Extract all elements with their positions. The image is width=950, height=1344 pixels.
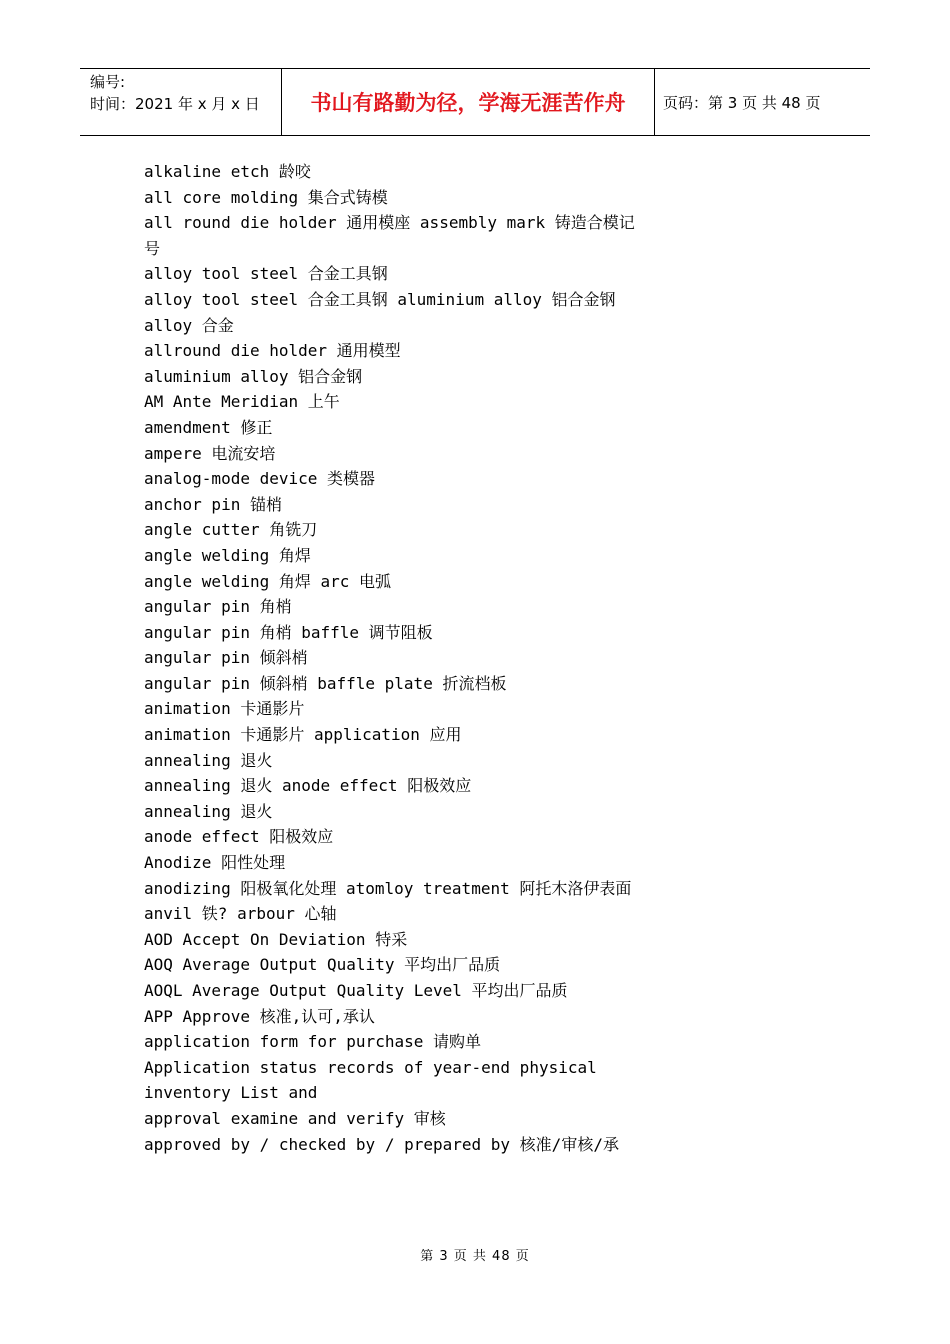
glossary-entry: Application status records of year-end physical inventory List and: [144, 1057, 607, 1103]
glossary-entry: angular pin 倾斜梢 baffle plate 折流档板: [144, 673, 507, 693]
glossary-entry: animation 卡通影片 application 应用: [144, 725, 462, 745]
glossary-entry: angle welding 角焊: [144, 545, 311, 565]
glossary-entry: angle cutter 角铣刀: [144, 520, 318, 540]
glossary-entry: AOQ Average Output Quality 平均出厂品质: [144, 955, 501, 975]
glossary-entry: all round die holder 通用模座 assembly mark 铸造合模记号: [144, 213, 635, 258]
glossary-entry: alloy tool steel 合金工具钢 aluminium alloy 铝合金钢: [144, 289, 616, 309]
header-page-info: 页码：第 3 页 共 48 页: [663, 93, 821, 112]
time-label: 时间：2021 年 x 月 x 日: [90, 95, 260, 113]
glossary-entry: alloy tool steel 合金工具钢: [144, 264, 388, 284]
glossary-entry: angular pin 角梢 baffle 调节阻板: [144, 622, 433, 642]
glossary-entry: angular pin 角梢: [144, 597, 292, 617]
glossary-entry: anvil 铁? arbour 心轴: [144, 904, 337, 924]
glossary-entry: aluminium alloy 铝合金钢: [144, 366, 363, 386]
glossary-entry: Anodize 阳性处理: [144, 853, 286, 873]
header-meta: [80, 69, 282, 135]
glossary-entry: amendment 修正: [144, 417, 273, 437]
glossary-entry: anchor pin 锚梢: [144, 494, 282, 514]
glossary-entry: approved by / checked by / prepared by 核准/审核/承: [144, 1134, 619, 1154]
glossary-entry: angle welding 角焊 arc 电弧: [144, 571, 392, 591]
glossary-entry: angular pin 倾斜梢: [144, 648, 308, 668]
glossary-entry: annealing 退火: [144, 750, 273, 770]
glossary-entry: application form for purchase 请购单: [144, 1032, 481, 1052]
glossary-entry: alloy 合金: [144, 315, 234, 335]
glossary-entry: anodizing 阳极氧化处理 atomloy treatment 阿托木洛伊表面: [144, 878, 632, 898]
header-motto: 书山有路勤为径，学海无涯苦作舟: [282, 69, 655, 135]
glossary-entry: anode effect 阳极效应: [144, 827, 334, 847]
glossary-entry: AOQL Average Output Quality Level 平均出厂品质: [144, 981, 568, 1000]
glossary-list: [144, 159, 644, 1157]
document-header: [80, 68, 870, 136]
glossary-entry: ampere 电流安培: [144, 443, 276, 463]
glossary-entry: annealing 退火 anode effect 阳极效应: [144, 776, 472, 796]
glossary-entry: annealing 退火: [144, 801, 273, 821]
glossary-entry: allround die holder 通用模型: [144, 341, 401, 361]
glossary-entry: approval examine and verify 审核: [144, 1108, 446, 1128]
glossary-entry: alkaline etch 龄咬: [144, 162, 311, 181]
glossary-entry: analog-mode device 类模器: [144, 469, 376, 489]
glossary-entry: APP Approve 核准,认可,承认: [144, 1006, 375, 1026]
glossary-entry: AOD Accept On Deviation 特采: [144, 929, 408, 949]
page-footer: 第 3 页 共 48 页: [420, 1249, 530, 1264]
number-label: 编号:: [90, 73, 126, 91]
glossary-entry: AM Ante Meridian 上午: [144, 392, 340, 412]
glossary-entry: all core molding 集合式铸模: [144, 187, 388, 207]
glossary-entry: animation 卡通影片: [144, 699, 305, 719]
